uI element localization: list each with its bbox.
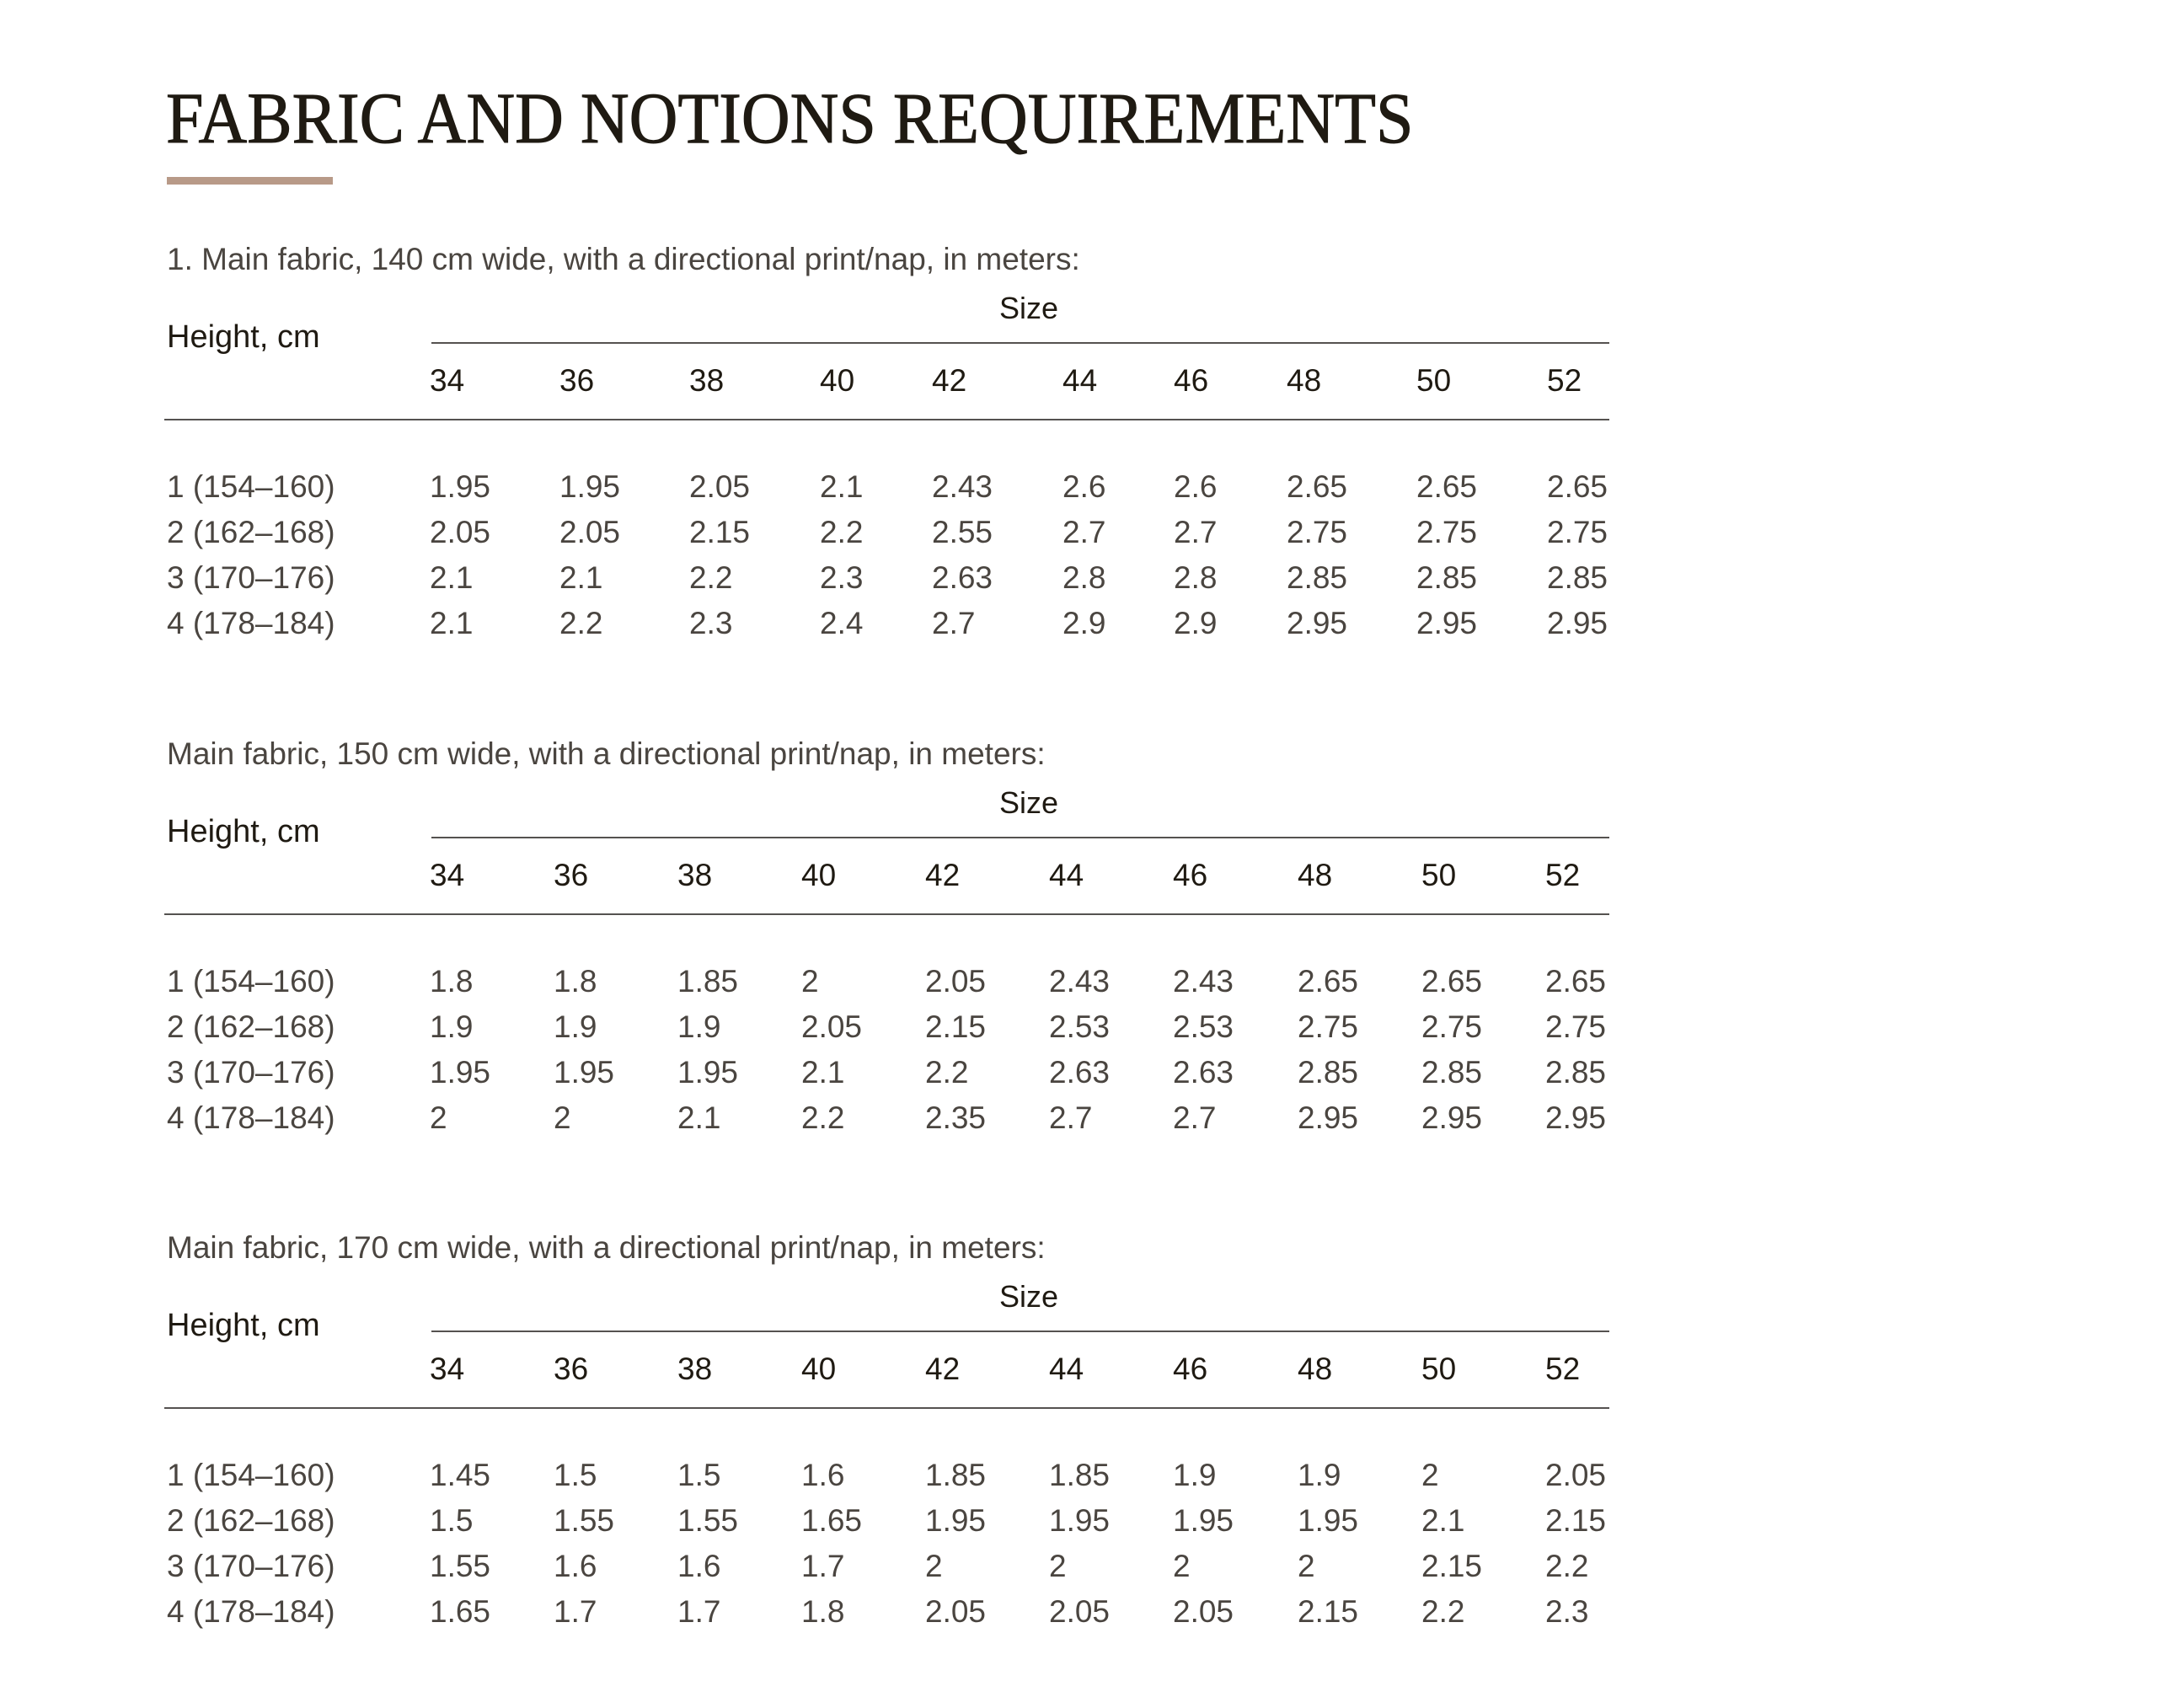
table-caption: Main fabric, 150 cm wide, with a directional print/nap, in meters:: [167, 736, 1046, 771]
height-column-label: Height, cm: [167, 319, 320, 355]
fabric-meters-cell: 2.05: [430, 515, 491, 549]
size-column-header: 50: [1421, 858, 1457, 892]
size-column-header: 40: [820, 363, 855, 398]
fabric-meters-cell: 2.65: [1545, 964, 1607, 999]
height-row-label: 2 (162–168): [167, 1503, 335, 1538]
fabric-meters-cell: 2.9: [1174, 606, 1218, 640]
header-rule-bottom: [164, 913, 1609, 915]
fabric-meters-cell: 1.65: [801, 1503, 863, 1538]
fabric-meters-cell: 1.55: [554, 1503, 615, 1538]
fabric-meters-cell: 1.8: [801, 1594, 845, 1629]
fabric-meters-cell: 1.9: [430, 1009, 474, 1044]
height-row-label: 3 (170–176): [167, 1549, 335, 1583]
fabric-meters-cell: 2.85: [1421, 1055, 1483, 1090]
fabric-meters-cell: 1.7: [801, 1549, 845, 1583]
fabric-meters-cell: 2.7: [1062, 515, 1106, 549]
fabric-meters-cell: 2.55: [932, 515, 993, 549]
fabric-meters-cell: 2.1: [1421, 1503, 1465, 1538]
fabric-meters-cell: 2.05: [1173, 1594, 1234, 1629]
header-rule-top: [431, 837, 1609, 838]
table-caption: Main fabric, 170 cm wide, with a directional print/nap, in meters:: [167, 1230, 1046, 1265]
fabric-meters-cell: 2.6: [1174, 469, 1218, 504]
fabric-meters-cell: 2.75: [1421, 1009, 1483, 1044]
fabric-meters-cell: 2: [1298, 1549, 1315, 1583]
fabric-meters-cell: 2.95: [1298, 1100, 1359, 1135]
fabric-meters-cell: 2.75: [1287, 515, 1348, 549]
fabric-meters-cell: 1.9: [554, 1009, 597, 1044]
fabric-meters-cell: 2.43: [932, 469, 993, 504]
size-column-header: 44: [1062, 363, 1098, 398]
fabric-meters-cell: 1.7: [554, 1594, 597, 1629]
fabric-meters-cell: 2.35: [925, 1100, 987, 1135]
fabric-meters-cell: 2.2: [801, 1100, 845, 1135]
size-column-group-label: Size: [999, 785, 1059, 820]
fabric-meters-cell: 1.45: [430, 1458, 491, 1492]
fabric-meters-cell: 1.55: [430, 1549, 491, 1583]
fabric-meters-cell: 1.95: [1049, 1503, 1111, 1538]
fabric-meters-cell: 2.75: [1545, 1009, 1607, 1044]
fabric-meters-cell: 2.05: [1049, 1594, 1111, 1629]
size-column-header: 34: [430, 1352, 465, 1386]
fabric-meters-cell: 2.63: [1049, 1055, 1111, 1090]
height-row-label: 4 (178–184): [167, 606, 335, 640]
fabric-meters-cell: 2.63: [932, 560, 993, 595]
fabric-meters-cell: 2.1: [801, 1055, 845, 1090]
fabric-meters-cell: 1.5: [677, 1458, 721, 1492]
fabric-meters-cell: 2.05: [559, 515, 621, 549]
fabric-meters-cell: 1.95: [430, 1055, 491, 1090]
fabric-meters-cell: 1.6: [677, 1549, 721, 1583]
fabric-meters-cell: 2.2: [559, 606, 603, 640]
size-column-header: 52: [1547, 363, 1582, 398]
fabric-meters-cell: 2.85: [1547, 560, 1608, 595]
fabric-meters-cell: 1.55: [677, 1503, 739, 1538]
size-column-header: 48: [1287, 363, 1322, 398]
fabric-meters-cell: 2.75: [1298, 1009, 1359, 1044]
fabric-meters-cell: 1.5: [430, 1503, 474, 1538]
header-rule-top: [431, 342, 1609, 344]
fabric-meters-cell: 2.8: [1174, 560, 1218, 595]
page-title: FABRIC AND NOTIONS REQUIREMENTS: [166, 78, 1414, 158]
fabric-meters-cell: 2.65: [1287, 469, 1348, 504]
fabric-meters-cell: 2.85: [1416, 560, 1478, 595]
height-row-label: 2 (162–168): [167, 515, 335, 549]
fabric-meters-cell: 1.9: [1298, 1458, 1341, 1492]
height-row-label: 4 (178–184): [167, 1100, 335, 1135]
size-column-header: 34: [430, 363, 465, 398]
fabric-meters-cell: 2.63: [1173, 1055, 1234, 1090]
fabric-meters-cell: 2.7: [1174, 515, 1218, 549]
height-row-label: 1 (154–160): [167, 469, 335, 504]
size-column-header: 50: [1416, 363, 1452, 398]
fabric-meters-cell: 2: [925, 1549, 943, 1583]
fabric-meters-cell: 2.4: [820, 606, 864, 640]
fabric-meters-cell: 2.95: [1287, 606, 1348, 640]
fabric-table-section: [0, 736, 2157, 1207]
fabric-meters-cell: 2.3: [1545, 1594, 1589, 1629]
fabric-meters-cell: 2.15: [689, 515, 751, 549]
title-accent-bar: [167, 177, 333, 185]
height-row-label: 3 (170–176): [167, 560, 335, 595]
size-column-header: 38: [677, 858, 713, 892]
fabric-meters-cell: 2.3: [820, 560, 864, 595]
fabric-meters-cell: 1.95: [559, 469, 621, 504]
fabric-meters-cell: 1.95: [677, 1055, 739, 1090]
size-column-header: 36: [559, 363, 595, 398]
fabric-meters-cell: 2.7: [932, 606, 976, 640]
fabric-meters-cell: 2.95: [1416, 606, 1478, 640]
height-row-label: 1 (154–160): [167, 1458, 335, 1492]
fabric-meters-cell: 2.95: [1421, 1100, 1483, 1135]
size-column-header: 36: [554, 858, 589, 892]
fabric-meters-cell: 2.6: [1062, 469, 1106, 504]
fabric-meters-cell: 2.85: [1298, 1055, 1359, 1090]
size-column-header: 46: [1174, 363, 1209, 398]
fabric-meters-cell: 1.95: [1173, 1503, 1234, 1538]
fabric-meters-cell: 2.1: [677, 1100, 721, 1135]
fabric-meters-cell: 2.2: [689, 560, 733, 595]
size-column-header: 42: [925, 858, 961, 892]
fabric-meters-cell: 2.2: [1421, 1594, 1465, 1629]
size-column-header: 44: [1049, 1352, 1084, 1386]
fabric-meters-cell: 1.6: [801, 1458, 845, 1492]
height-row-label: 3 (170–176): [167, 1055, 335, 1090]
size-column-header: 42: [932, 363, 967, 398]
size-column-header: 36: [554, 1352, 589, 1386]
size-column-header: 46: [1173, 858, 1208, 892]
size-column-header: 40: [801, 858, 837, 892]
fabric-meters-cell: 1.85: [677, 964, 739, 999]
fabric-meters-cell: 2.1: [820, 469, 864, 504]
fabric-meters-cell: 2.7: [1173, 1100, 1217, 1135]
fabric-meters-cell: 2: [1421, 1458, 1439, 1492]
fabric-meters-cell: 2.85: [1545, 1055, 1607, 1090]
size-column-header: 44: [1049, 858, 1084, 892]
fabric-meters-cell: 2.05: [925, 964, 987, 999]
fabric-meters-cell: 2.15: [1545, 1503, 1607, 1538]
fabric-meters-cell: 1.95: [554, 1055, 615, 1090]
size-column-header: 48: [1298, 1352, 1333, 1386]
fabric-meters-cell: 2.95: [1547, 606, 1608, 640]
fabric-meters-cell: 2.2: [925, 1055, 969, 1090]
fabric-meters-cell: 2.05: [689, 469, 751, 504]
header-rule-top: [431, 1331, 1609, 1332]
fabric-table-section: [0, 241, 2157, 713]
fabric-meters-cell: 1.65: [430, 1594, 491, 1629]
fabric-meters-cell: 2.65: [1298, 964, 1359, 999]
fabric-meters-cell: 2.65: [1421, 964, 1483, 999]
size-column-header: 34: [430, 858, 465, 892]
size-column-group-label: Size: [999, 1279, 1059, 1314]
size-column-header: 40: [801, 1352, 837, 1386]
fabric-meters-cell: 2: [1049, 1549, 1067, 1583]
fabric-meters-cell: 1.9: [1173, 1458, 1217, 1492]
fabric-meters-cell: 2.43: [1049, 964, 1111, 999]
fabric-meters-cell: 2.75: [1416, 515, 1478, 549]
size-column-header: 52: [1545, 1352, 1581, 1386]
fabric-meters-cell: 2.15: [925, 1009, 987, 1044]
fabric-meters-cell: 2.05: [925, 1594, 987, 1629]
fabric-meters-cell: 2.43: [1173, 964, 1234, 999]
fabric-meters-cell: 1.9: [677, 1009, 721, 1044]
header-rule-bottom: [164, 1407, 1609, 1409]
fabric-table-section: [0, 1229, 2157, 1701]
size-column-header: 42: [925, 1352, 961, 1386]
fabric-meters-cell: 1.8: [554, 964, 597, 999]
fabric-meters-cell: 1.8: [430, 964, 474, 999]
fabric-meters-cell: 1.95: [430, 469, 491, 504]
fabric-meters-cell: 1.7: [677, 1594, 721, 1629]
size-column-header: 50: [1421, 1352, 1457, 1386]
height-row-label: 1 (154–160): [167, 964, 335, 999]
fabric-meters-cell: 2.2: [820, 515, 864, 549]
fabric-meters-cell: 2.1: [430, 606, 474, 640]
fabric-meters-cell: 2.1: [559, 560, 603, 595]
fabric-meters-cell: 2: [1173, 1549, 1191, 1583]
size-column-header: 48: [1298, 858, 1333, 892]
fabric-meters-cell: 2.05: [1545, 1458, 1607, 1492]
height-column-label: Height, cm: [167, 814, 320, 849]
fabric-meters-cell: 1.95: [925, 1503, 987, 1538]
size-column-header: 46: [1173, 1352, 1208, 1386]
fabric-meters-cell: 1.85: [925, 1458, 987, 1492]
fabric-meters-cell: 1.85: [1049, 1458, 1111, 1492]
fabric-meters-cell: 2.75: [1547, 515, 1608, 549]
fabric-meters-cell: 2.53: [1049, 1009, 1111, 1044]
fabric-meters-cell: 2.95: [1545, 1100, 1607, 1135]
fabric-meters-cell: 2.85: [1287, 560, 1348, 595]
size-column-header: 38: [677, 1352, 713, 1386]
fabric-meters-cell: 2: [801, 964, 819, 999]
fabric-meters-cell: 1.6: [554, 1549, 597, 1583]
size-column-header: 38: [689, 363, 725, 398]
table-caption: 1. Main fabric, 140 cm wide, with a directional print/nap, in meters:: [167, 242, 1080, 276]
fabric-meters-cell: 2.1: [430, 560, 474, 595]
header-rule-bottom: [164, 419, 1609, 420]
fabric-meters-cell: 2.8: [1062, 560, 1106, 595]
size-column-header: 52: [1545, 858, 1581, 892]
size-column-group-label: Size: [999, 291, 1059, 325]
fabric-meters-cell: 1.5: [554, 1458, 597, 1492]
fabric-meters-cell: 2.05: [801, 1009, 863, 1044]
fabric-meters-cell: 1.95: [1298, 1503, 1359, 1538]
fabric-meters-cell: 2.2: [1545, 1549, 1589, 1583]
fabric-meters-cell: 2.65: [1547, 469, 1608, 504]
height-row-label: 2 (162–168): [167, 1009, 335, 1044]
fabric-meters-cell: 2: [430, 1100, 447, 1135]
fabric-meters-cell: 2.53: [1173, 1009, 1234, 1044]
fabric-meters-cell: 2.15: [1298, 1594, 1359, 1629]
fabric-meters-cell: 2.9: [1062, 606, 1106, 640]
fabric-meters-cell: 2: [554, 1100, 571, 1135]
fabric-meters-cell: 2.65: [1416, 469, 1478, 504]
fabric-meters-cell: 2.7: [1049, 1100, 1093, 1135]
fabric-meters-cell: 2.3: [689, 606, 733, 640]
height-column-label: Height, cm: [167, 1308, 320, 1343]
fabric-meters-cell: 2.15: [1421, 1549, 1483, 1583]
height-row-label: 4 (178–184): [167, 1594, 335, 1629]
